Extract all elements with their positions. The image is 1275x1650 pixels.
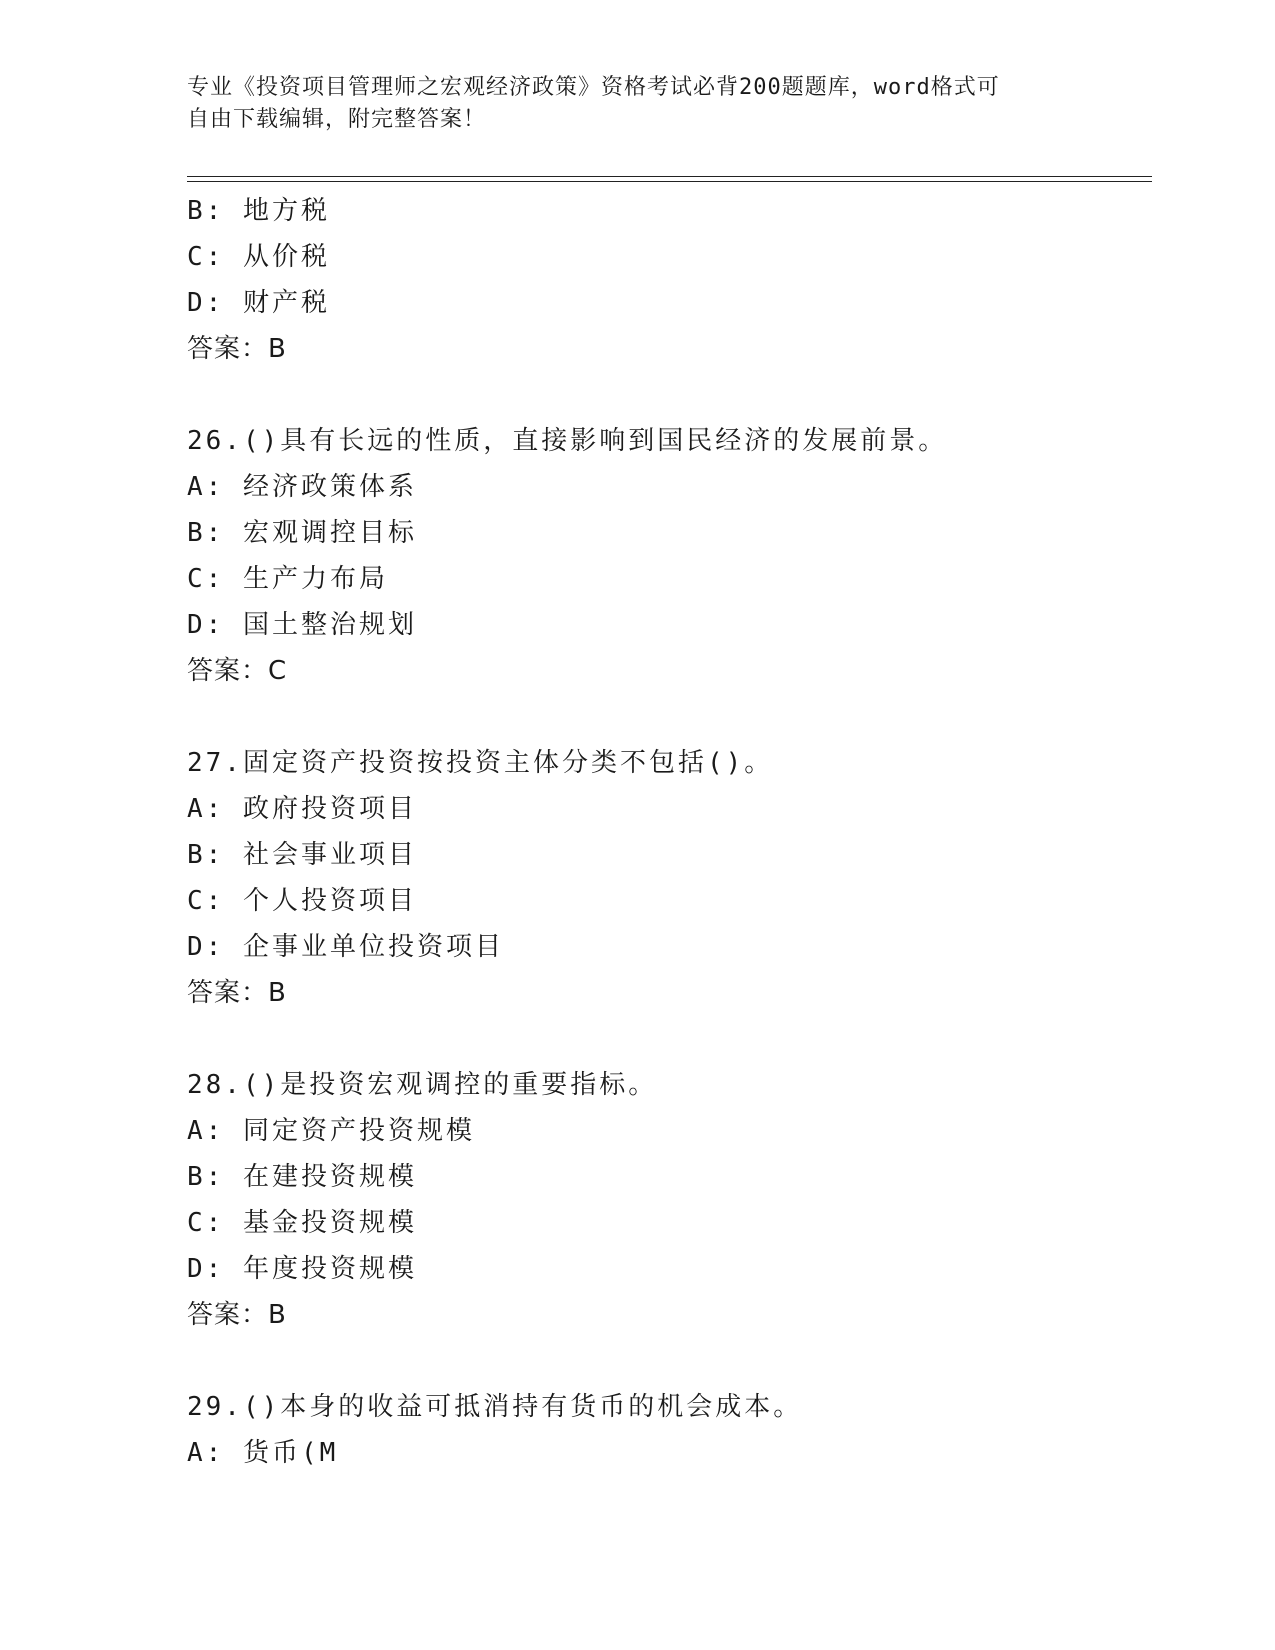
option-a: A: 同定资产投资规模 (187, 1116, 475, 1146)
question-stem: 28.()是投资宏观调控的重要指标。 (187, 1070, 658, 1100)
option-a: A: 经济政策体系 (187, 472, 417, 502)
question-stem: 27.固定资产投资按投资主体分类不包括()。 (187, 748, 774, 778)
answer: 答案：B (187, 978, 287, 1008)
header-divider-top (187, 176, 1152, 177)
option-a: A: 政府投资项目 (187, 794, 417, 824)
question-25-partial (187, 188, 1152, 372)
header-line-2: 自由下载编辑，附完整答案！ (187, 107, 487, 132)
option-d: D: 国土整治规划 (187, 610, 417, 640)
header-line-1: 专业《投资项目管理师之宏观经济政策》资格考试必背200题题库，word格式可 (187, 75, 1000, 100)
option-c: C: 生产力布局 (187, 564, 388, 594)
header-divider-bottom (187, 181, 1152, 182)
option-c: C: 基金投资规模 (187, 1208, 417, 1238)
answer: 答案：B (187, 334, 287, 364)
question-29 (187, 1384, 1152, 1476)
option-c: C: 从价税 (187, 242, 330, 272)
option-b: B: 地方税 (187, 196, 330, 226)
spacer (187, 1016, 1152, 1062)
question-list (187, 188, 1152, 1476)
option-c: C: 个人投资项目 (187, 886, 417, 916)
option-b: B: 在建投资规模 (187, 1162, 417, 1192)
question-26 (187, 418, 1152, 694)
option-a: A: 货币(M (187, 1438, 339, 1468)
spacer (187, 1338, 1152, 1384)
document-header (187, 72, 1087, 136)
question-stem: 26.()具有长远的性质，直接影响到国民经济的发展前景。 (187, 426, 948, 456)
question-27 (187, 740, 1152, 1016)
option-b: B: 宏观调控目标 (187, 518, 417, 548)
answer: 答案：B (187, 1300, 287, 1330)
option-d: D: 企事业单位投资项目 (187, 932, 504, 962)
question-stem: 29.()本身的收益可抵消持有货币的机会成本。 (187, 1392, 803, 1422)
option-b: B: 社会事业项目 (187, 840, 417, 870)
question-28 (187, 1062, 1152, 1338)
option-d: D: 年度投资规模 (187, 1254, 417, 1284)
answer: 答案：C (187, 656, 288, 686)
option-d: D: 财产税 (187, 288, 330, 318)
spacer (187, 372, 1152, 418)
spacer (187, 694, 1152, 740)
